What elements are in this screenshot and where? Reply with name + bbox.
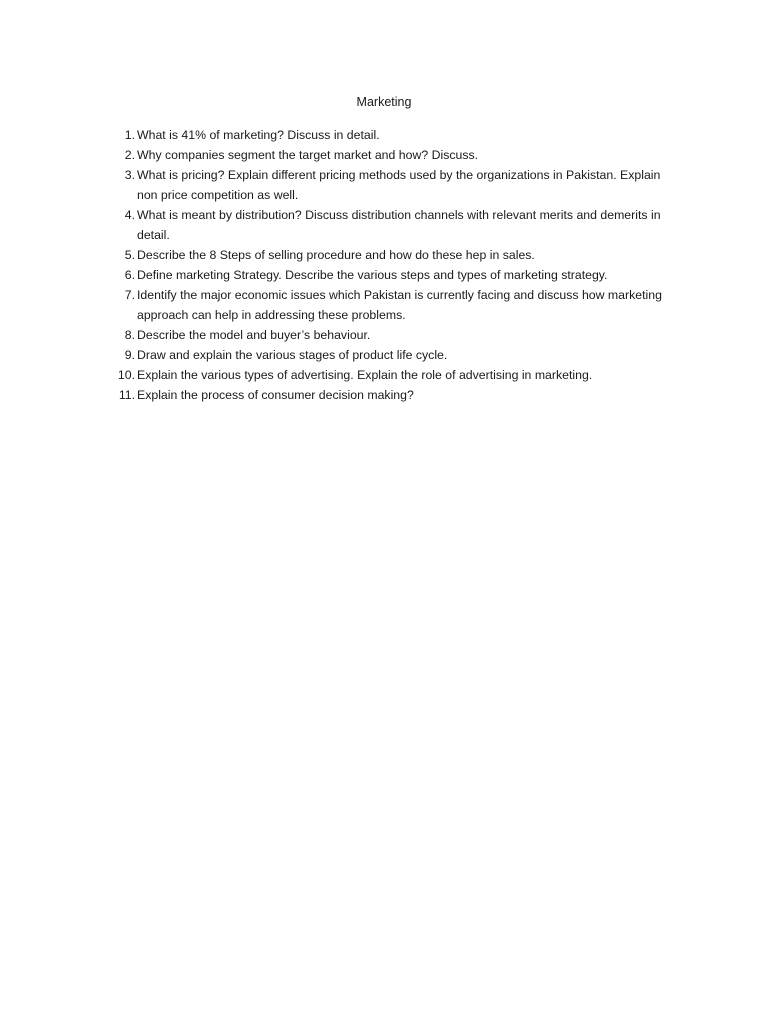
question-list [103, 125, 683, 405]
list-item [103, 345, 683, 365]
question-number: 7. [124, 288, 135, 302]
list-item [103, 165, 683, 205]
list-item [103, 285, 683, 325]
question-text: Define marketing Strategy. Describe the various steps and types of marketing strategy. [137, 268, 608, 282]
question-text: Describe the model and buyer’s behaviour. [137, 328, 371, 342]
list-item [103, 265, 683, 285]
list-item [103, 125, 683, 145]
question-text: What is pricing? Explain different pricing methods used by the organizations in Pakistan. Explain non price competition as well. [137, 168, 661, 202]
list-item [103, 325, 683, 345]
question-number: 10. [117, 368, 135, 382]
question-text: Describe the 8 Steps of selling procedure and how do these hep in sales. [137, 248, 535, 262]
question-number: 2. [124, 148, 135, 162]
question-number: 6. [124, 268, 135, 282]
question-number: 1. [124, 128, 135, 142]
question-text: Identify the major economic issues which Pakistan is currently facing and discuss how marketing approach can help in addressing these problems. [137, 288, 662, 322]
question-number: 3. [124, 168, 135, 182]
question-text: Explain the various types of advertising. Explain the role of advertising in marketing. [137, 368, 593, 382]
question-text: Explain the process of consumer decision making? [137, 388, 414, 402]
question-number: 4. [124, 208, 135, 222]
question-text: What is 41% of marketing? Discuss in detail. [137, 128, 380, 142]
list-item [103, 365, 683, 385]
document-title: Marketing [356, 95, 412, 109]
question-number: 5. [124, 248, 135, 262]
list-item [103, 385, 683, 405]
question-number: 9. [124, 348, 135, 362]
question-number: 8. [124, 328, 135, 342]
question-text: What is meant by distribution? Discuss distribution channels with relevant merits and demerits in detail. [137, 208, 661, 242]
list-item [103, 245, 683, 265]
list-item [103, 205, 683, 245]
question-number: 11. [118, 388, 135, 402]
question-text: Draw and explain the various stages of product life cycle. [137, 348, 448, 362]
question-text: Why companies segment the target market and how? Discuss. [137, 148, 479, 162]
list-item [103, 145, 683, 165]
